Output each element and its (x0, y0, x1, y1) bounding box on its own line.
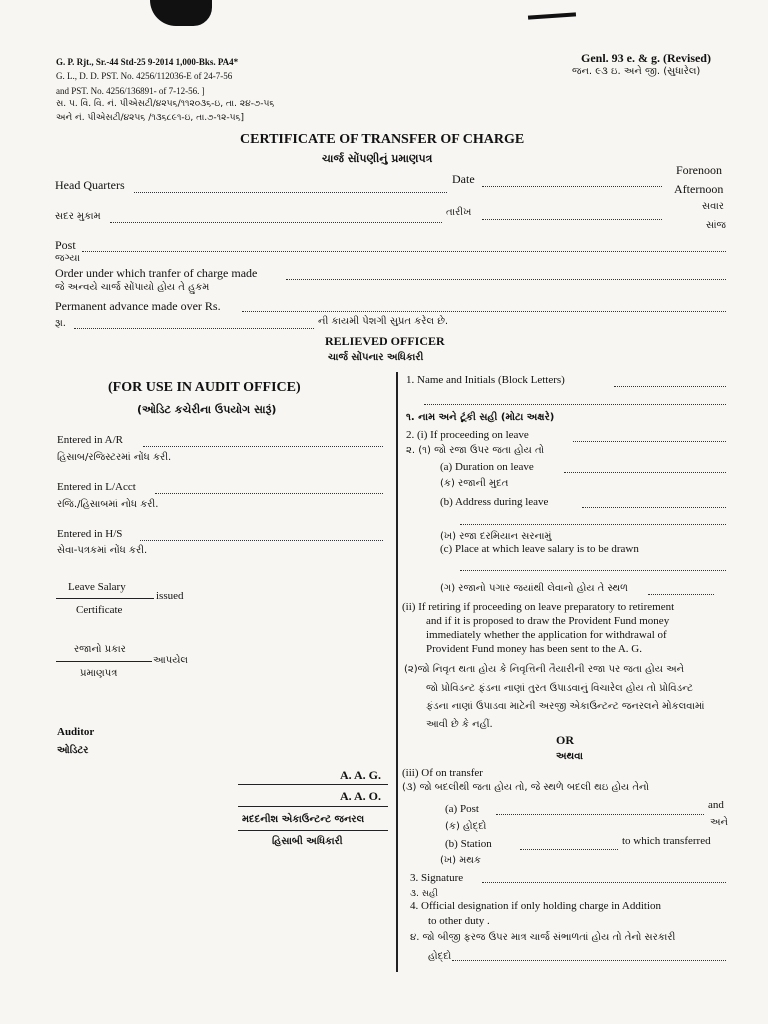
pramanpatra-label: પ્રમાણપત્ર (80, 668, 118, 679)
signature-label-gu: ૩. સહી (410, 889, 438, 899)
address-field[interactable] (582, 497, 726, 508)
audit-office-heading-gu: (ઓડિટ કચેરીના ઉપયોગ સારૂં) (137, 403, 277, 416)
madadnish-rule (238, 830, 388, 831)
proceeding-leave-label: 2. (i) If proceeding on leave (406, 429, 529, 441)
or-label: OR (556, 733, 574, 747)
relieved-officer-heading-gu: ચાર્જ સોંપનાર અધિકારી (328, 352, 424, 363)
advance-label-gu-tail: ની કાયમી પેશગી સુપ્રત કરેલ છે. (318, 316, 449, 327)
sadar-mukam-field[interactable] (110, 212, 442, 223)
proceeding-leave-field[interactable] (573, 431, 726, 442)
signature-field[interactable] (482, 872, 726, 883)
leave-salary-certificate: Certificate (76, 604, 123, 616)
order-label-gu: જે અન્વયે ચાર્જ સોંપાયો હોય તે હુકમ (55, 282, 210, 293)
entered-ar-field[interactable] (143, 436, 383, 447)
post-field[interactable] (82, 241, 726, 252)
name-initials-label-gu: ૧. નામ અને ટૂંકી સહી (મોટા અક્ષરે) (406, 412, 555, 423)
place-leave-salary-label-gu: (ગ) રજાનો પગાર જયાંથી લેવાનો હોય તે સ્થળ (440, 583, 628, 594)
retiring-line-3: immediately whether the application for withdrawal of (426, 629, 667, 641)
forenoon-label: Forenoon (676, 163, 722, 177)
on-transfer-label-gu: (૩) જો બદલીથી જતા હોય તો, જે સ્થળે બદલી થઇ હોય તેનો (402, 782, 650, 793)
rs-label-gu: રૂા. (55, 318, 66, 329)
retiring-line-4: Provident Fund money has been sent to the A. G. (426, 643, 643, 655)
afternoon-label: Afternoon (674, 182, 724, 196)
entered-hs-label: Entered in H/S (57, 528, 123, 540)
header-line-1: G. P. Rjt., Sr.-44 Std-25 9-2014 1,000-Bks. PA4* (56, 57, 239, 67)
transfer-station-label: (b) Station (445, 838, 492, 850)
header-line-2: G. L., D. D. PST. No. 4256/112036-E of 24-7-56 (56, 71, 233, 81)
rajano-prakar-label: રજાનો પ્રકાર (74, 644, 126, 655)
retiring-gu-line-3: ફંડના નાણાં ઉપાડવા માટેની અરજી એકાઉન્ટન્ટ જનરલને મોકલવામાં (426, 701, 705, 712)
transfer-station-field[interactable] (520, 839, 618, 850)
scan-mark-right (528, 12, 576, 19)
post-label: Post (55, 238, 76, 252)
transfer-post-field[interactable] (496, 804, 704, 815)
aag-rule (238, 784, 388, 785)
advance-field[interactable] (242, 301, 726, 312)
hodo-label: હોદ્દો (428, 951, 452, 962)
leave-salary-rule (56, 598, 154, 599)
duration-label-gu: (ક) રજાની મુદત (440, 478, 509, 489)
duration-field[interactable] (564, 462, 726, 473)
aag-label: A. A. G. (340, 768, 382, 782)
page-title-gu: ચાર્જ સોંપણીનું પ્રમાણપત્ર (322, 152, 433, 165)
on-transfer-label: (iii) Of on transfer (402, 767, 483, 779)
entered-ar-label: Entered in A/R (57, 434, 123, 446)
or-label-gu: અથવા (556, 751, 583, 762)
place-leave-salary-field-gu[interactable] (648, 584, 714, 595)
entered-hs-label-gu: સેવા-પત્રકમાં નોંધ કરી. (57, 545, 148, 556)
header-line-5: અને નં. પીએસટી/૪૨૫૬ /૧૩૬૮૯૧-ઇ, તા.૭-૧૨-૫૬] (56, 113, 245, 123)
hisabi-label: હિસાબી અધિકારી (272, 836, 343, 847)
saanj-label: સાંજ (706, 220, 727, 231)
audit-office-heading: (FOR USE IN AUDIT OFFICE) (108, 380, 301, 395)
leave-salary-issued: issued (156, 590, 184, 602)
apayel-label: આપયેલ (153, 655, 188, 666)
place-leave-salary-field[interactable] (460, 560, 726, 571)
header-line-3: and PST. No. 4256/136891- of 7-12-56. ] (56, 86, 205, 96)
address-label-gu: (ખ) રજા દરમિયાન સરનામું (440, 531, 552, 542)
transfer-hodo-label: (ક) હોદ્દો (445, 821, 487, 832)
entered-hs-field[interactable] (140, 530, 383, 541)
name-initials-label: 1. Name and Initials (Block Letters) (406, 374, 565, 386)
page-title: CERTIFICATE OF TRANSFER OF CHARGE (240, 132, 525, 147)
transfer-post-label: (a) Post (445, 803, 479, 815)
signature-label: 3. Signature (410, 872, 464, 884)
date-field[interactable] (482, 176, 662, 187)
scan-blot-top (150, 0, 212, 26)
address-label: (b) Address during leave (440, 496, 549, 508)
jagya-label: જગ્યા (55, 253, 80, 264)
retiring-gu-line-2: જો પ્રોવિડન્ટ ફંડના નાણાં તુરત ઉપાડવાનું વિચારેલ હોય તો પ્રોવિડન્ટ (426, 683, 693, 694)
rs-field[interactable] (74, 318, 314, 329)
official-designation-label-2: to other duty . (428, 915, 490, 927)
official-designation-label-gu: ૪. જો બીજી ફરજ ઉપર માત્ર ચાર્જ સંભાળતાં હોય તો તેનો સરકારી (410, 932, 676, 943)
entered-ar-label-gu: હિસાબ/રજિસ્ટરમાં નોંધ કરી. (57, 452, 172, 463)
relieved-officer-heading: RELIEVED OFFICER (325, 334, 445, 348)
form-number: Genl. 93 e. & g. (Revised) (581, 51, 711, 65)
transfer-ane-label: અને (710, 817, 728, 828)
date-label: Date (452, 172, 475, 186)
rajano-prakar-rule (56, 661, 152, 662)
column-divider (396, 372, 398, 972)
sadar-mukam-label: સદર મુકામ (55, 211, 101, 222)
aao-rule (238, 806, 388, 807)
tarikh-label: તારીખ (446, 207, 472, 218)
entered-lacct-label: Entered in L/Acct (57, 481, 136, 493)
header-line-4: સ. પ. વિ. વિ. નં. પીએસટી/૪૨૫૬/૧૧૨૦૩૬-ઇ, તા. ૨૪-૭-૫૬ (56, 99, 275, 109)
duration-label: (a) Duration on leave (440, 461, 534, 473)
madadnish-label: મદદનીશ એકાઉન્ટન્ટ જનરલ (242, 814, 365, 825)
leave-salary-label: Leave Salary (68, 581, 126, 593)
retiring-line-1: (ii) If retiring if proceeding on leave preparatory to retirement (402, 601, 675, 613)
name-initials-field[interactable] (614, 376, 726, 387)
head-quarters-label: Head Quarters (55, 178, 125, 192)
savar-label: સવાર (702, 201, 724, 212)
address-field-2[interactable] (460, 514, 726, 525)
retiring-gu-line-1: (૨)જો નિવૃત થતા હોય કે નિવૃત્તિની તૈયારીની રજા પર જતા હોય અને (404, 664, 685, 675)
official-designation-label: 4. Official designation if only holding charge in Addition (410, 900, 662, 912)
retiring-gu-line-4: આવી છે કે નહીં. (426, 719, 493, 730)
auditor-label: Auditor (57, 726, 95, 738)
advance-label: Permanent advance made over Rs. (55, 299, 221, 313)
form-number-gu: જન. ૯૩ ઇ. અને જી. (સુધારેલ) (572, 66, 701, 77)
entered-lacct-field[interactable] (155, 483, 383, 494)
head-quarters-field[interactable] (134, 182, 447, 193)
order-field[interactable] (286, 269, 726, 280)
name-initials-field-2[interactable] (424, 394, 726, 405)
aao-label: A. A. O. (340, 789, 382, 803)
hodo-field[interactable] (452, 950, 726, 961)
transfer-mathak-label: (ખ) મથક (440, 855, 481, 866)
transfer-to-which-label: to which transferred (622, 835, 711, 847)
order-label: Order under which tranfer of charge made (55, 266, 258, 280)
place-leave-salary-label: (c) Place at which leave salary is to be drawn (440, 543, 639, 555)
tarikh-field[interactable] (482, 209, 662, 220)
proceeding-leave-label-gu: ૨. (૧) જો રજા ઉપર જતા હોય તો (406, 445, 545, 456)
transfer-and-label: and (708, 799, 724, 811)
auditor-label-gu: ઓડિટર (57, 745, 89, 756)
retiring-line-2: and if it is proposed to draw the Provident Fund money (426, 615, 670, 627)
entered-lacct-label-gu: રજિ./હિસાબમાં નોધ કરી. (57, 499, 159, 510)
